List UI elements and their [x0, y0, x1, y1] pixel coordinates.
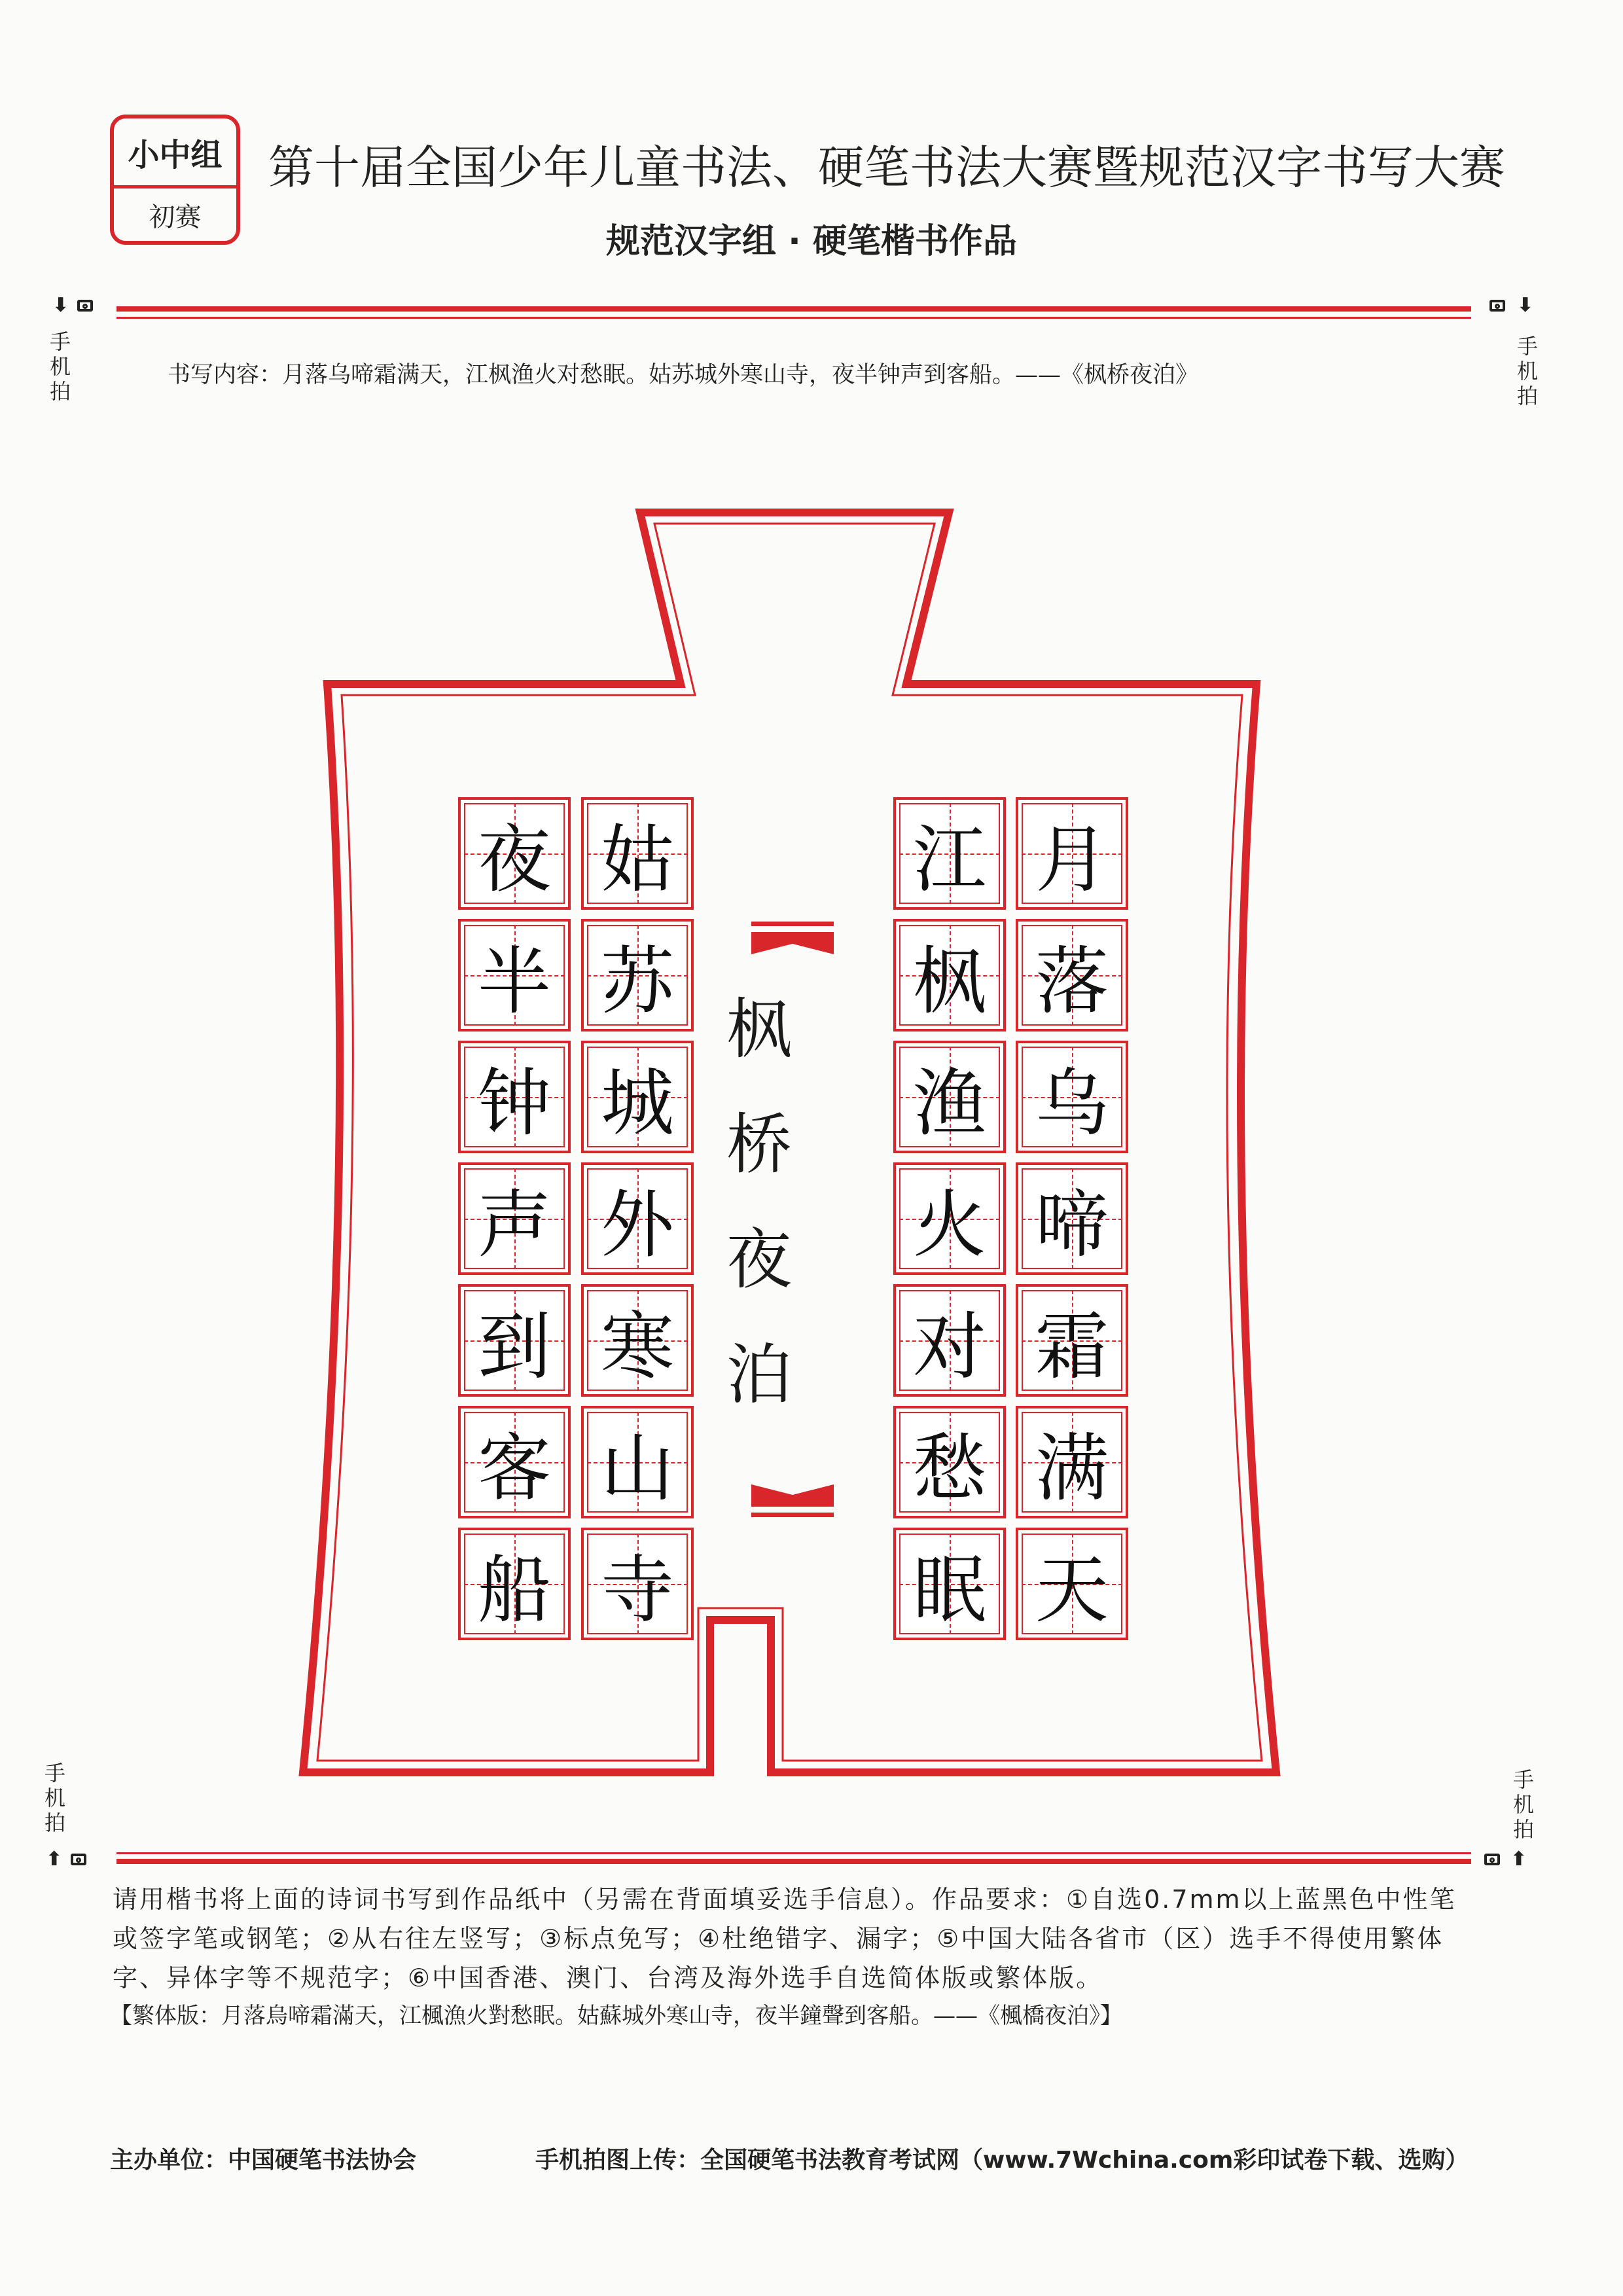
poem-character: 钟 [478, 1060, 551, 1146]
grid-cell [1016, 1284, 1128, 1397]
poem-character: 声 [478, 1182, 551, 1268]
badge-group-label: 小中组 [114, 118, 236, 188]
poem-character: 眠 [913, 1547, 986, 1633]
poem-character: 乌 [1035, 1060, 1109, 1146]
poem-character: 寒 [601, 1304, 674, 1390]
photo-label-bottom-left: 手机拍 [44, 1761, 65, 1835]
photo-label-top-left: 手机拍 [49, 329, 71, 404]
competition-subtitle: 规范汉字组 · 硬笔楷书作品 [606, 222, 1017, 261]
grid-cell [1016, 797, 1128, 910]
down-arrow-icon: ⬇ [1517, 294, 1534, 317]
poem-character: 天 [1035, 1547, 1109, 1633]
poem-title-char: 桥 [726, 1106, 792, 1183]
poem-character: 江 [913, 817, 986, 903]
poem-character: 枫 [913, 939, 986, 1024]
grid-cell [458, 797, 571, 910]
grid-cell [458, 919, 571, 1031]
poem-character: 外 [601, 1182, 674, 1268]
poem-title-char: 夜 [726, 1221, 792, 1298]
poem-character: 山 [601, 1426, 674, 1511]
competition-title: 第十届全国少年儿童书法、硬笔书法大赛暨规范汉字书写大赛 [268, 141, 1505, 194]
poem-character: 苏 [601, 939, 674, 1024]
poem-character: 到 [478, 1304, 551, 1390]
poem-title-char: 泊 [726, 1336, 792, 1413]
poem-character: 月 [1035, 817, 1109, 903]
poem-character: 寺 [601, 1547, 674, 1633]
grid-cell [893, 1406, 1006, 1518]
grid-cell [581, 919, 694, 1031]
traditional-version-text: 【繁体版：月落烏啼霜滿天，江楓漁火對愁眠。姑蘇城外寒山寺，夜半鐘聲到客船。——《楓橋夜泊》】 [110, 2003, 1122, 2029]
grid-cell [1016, 1041, 1128, 1153]
grid-cell [1016, 1406, 1128, 1518]
grid-cell [1016, 1162, 1128, 1275]
poem-character: 城 [601, 1060, 674, 1146]
poem-title [720, 972, 798, 1433]
poem-character: 夜 [478, 817, 551, 903]
down-arrow-icon: ⬇ [52, 294, 69, 317]
grid-cell [893, 1528, 1006, 1640]
grid-cell [581, 1162, 694, 1275]
bottom-rule-thin [116, 1852, 1471, 1854]
up-arrow-icon: ⬆ [46, 1848, 63, 1871]
upload-info-text: 手机拍图上传：全国硬笔书法教育考试网（www.7Wchina.com彩印试卷下载、选购） [535, 2147, 1469, 2174]
photo-label-top-right: 手机拍 [1516, 334, 1538, 408]
grid-cell [1016, 919, 1128, 1031]
grid-cell [458, 1284, 571, 1397]
camera-icon [1484, 1854, 1500, 1865]
badge-stage-label: 初赛 [149, 202, 202, 232]
bottom-rule-thick [116, 1859, 1471, 1864]
poem-character: 船 [478, 1547, 551, 1633]
poem-character: 渔 [913, 1060, 986, 1146]
organizer-text: 主办单位：中国硬笔书法协会 [110, 2147, 417, 2174]
poem-title-char: 枫 [726, 991, 792, 1067]
title-bracket-top [751, 922, 834, 954]
grid-cell [458, 1041, 571, 1153]
poem-character: 落 [1035, 939, 1109, 1024]
poem-character: 愁 [913, 1426, 986, 1511]
poem-character: 满 [1035, 1426, 1109, 1511]
poem-character: 霜 [1035, 1304, 1109, 1390]
grid-cell [581, 1406, 694, 1518]
requirements-text: 请用楷书将上面的诗词书写到作品纸中（另需在背面填妥选手信息）。作品要求：①自选0.7mm以上蓝黑色中性笔或签字笔或钢笔；②从右往左竖写；③标点免写；④杜绝错字、漏字；⑤中国大陆各省市（区）选手不得使用繁体字、异体字等不规范字；⑥中国香港、澳门、台湾及海外选手自选简体版或繁体版。 [113, 1885, 1457, 1992]
grid-cell [893, 919, 1006, 1031]
poem-character: 啼 [1035, 1182, 1109, 1268]
photo-label-bottom-right: 手机拍 [1512, 1767, 1534, 1842]
poem-character: 姑 [601, 817, 674, 903]
poem-character: 对 [913, 1304, 986, 1390]
grid-cell [458, 1406, 571, 1518]
grid-cell [893, 1162, 1006, 1275]
title-bracket-bottom [751, 1484, 834, 1517]
up-arrow-icon: ⬆ [1510, 1848, 1527, 1871]
grid-cell [893, 797, 1006, 910]
grid-cell [581, 1041, 694, 1153]
grid-cell [458, 1162, 571, 1275]
grid-cell [893, 1284, 1006, 1397]
grid-cell [1016, 1528, 1128, 1640]
camera-icon [71, 1854, 86, 1865]
grid-cell [581, 797, 694, 910]
grid-cell [581, 1528, 694, 1640]
writing-content: 书写内容：月落乌啼霜满天，江枫渔火对愁眠。姑苏城外寒山寺，夜半钟声到客船。——《枫桥夜泊》 [168, 362, 1199, 388]
grid-cell [581, 1284, 694, 1397]
poem-character: 火 [913, 1182, 986, 1268]
poem-character: 客 [478, 1426, 551, 1511]
grid-cell [893, 1041, 1006, 1153]
grid-cell [458, 1528, 571, 1640]
poem-character: 半 [478, 939, 551, 1024]
